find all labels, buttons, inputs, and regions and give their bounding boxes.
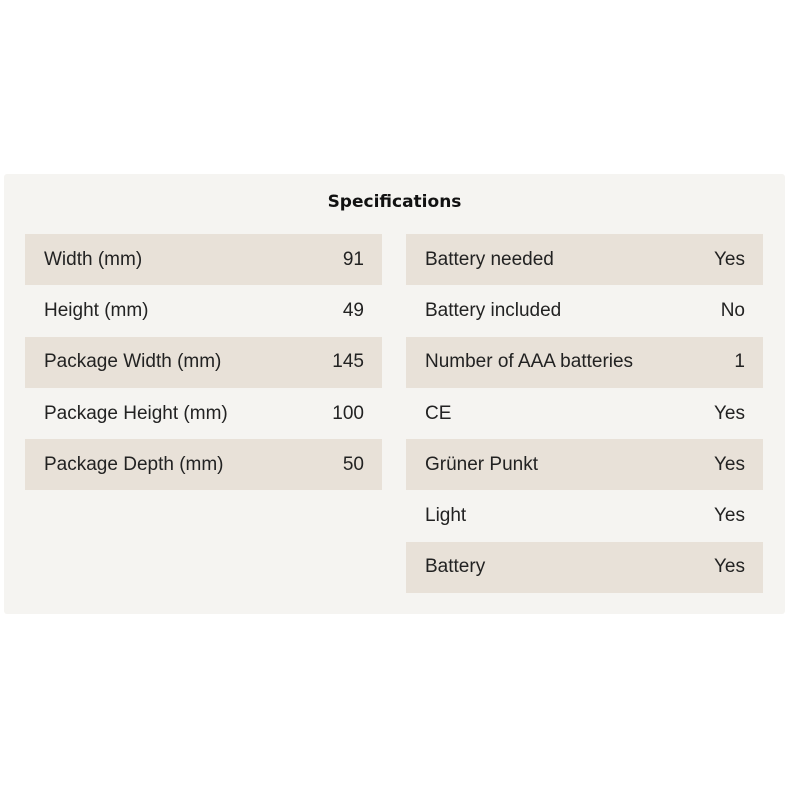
spec-row xyxy=(25,234,382,285)
spec-label: Package Depth (mm) xyxy=(44,453,224,475)
spec-row xyxy=(406,439,763,490)
spec-value: 145 xyxy=(332,351,364,373)
spec-value: Yes xyxy=(714,248,745,270)
spec-value: 100 xyxy=(332,402,364,424)
spec-row xyxy=(25,285,382,336)
specifications-title: Specifications xyxy=(327,192,462,212)
spec-value: Yes xyxy=(714,402,745,424)
spec-label: Battery included xyxy=(425,299,562,321)
spec-value: 49 xyxy=(342,299,364,321)
spec-value: 50 xyxy=(342,453,364,475)
spec-label: Package Height (mm) xyxy=(44,402,228,424)
specs-right-column xyxy=(406,234,763,593)
spec-label: Height (mm) xyxy=(44,299,149,321)
spec-value: 1 xyxy=(734,351,745,373)
spec-label: Package Width (mm) xyxy=(44,351,222,373)
spec-row xyxy=(406,234,763,285)
spec-value: Yes xyxy=(714,453,745,475)
spec-row xyxy=(406,388,763,439)
spec-label: Grüner Punkt xyxy=(425,453,538,475)
spec-value: 91 xyxy=(342,248,364,270)
spec-row xyxy=(406,337,763,388)
spec-value: No xyxy=(720,299,745,321)
spec-label: Number of AAA batteries xyxy=(425,351,634,373)
spec-label: Battery needed xyxy=(425,248,554,270)
spec-row xyxy=(25,388,382,439)
spec-value: Yes xyxy=(714,505,745,527)
spec-row xyxy=(406,285,763,336)
spec-row xyxy=(406,490,763,541)
specifications-panel xyxy=(4,174,785,614)
spec-label: Width (mm) xyxy=(44,248,143,270)
specs-left-column xyxy=(25,234,382,490)
spec-row xyxy=(25,439,382,490)
spec-label: CE xyxy=(425,402,452,424)
spec-value: Yes xyxy=(714,556,745,578)
spec-row xyxy=(406,542,763,593)
spec-row xyxy=(25,337,382,388)
spec-label: Light xyxy=(425,505,467,527)
spec-label: Battery xyxy=(425,556,486,578)
